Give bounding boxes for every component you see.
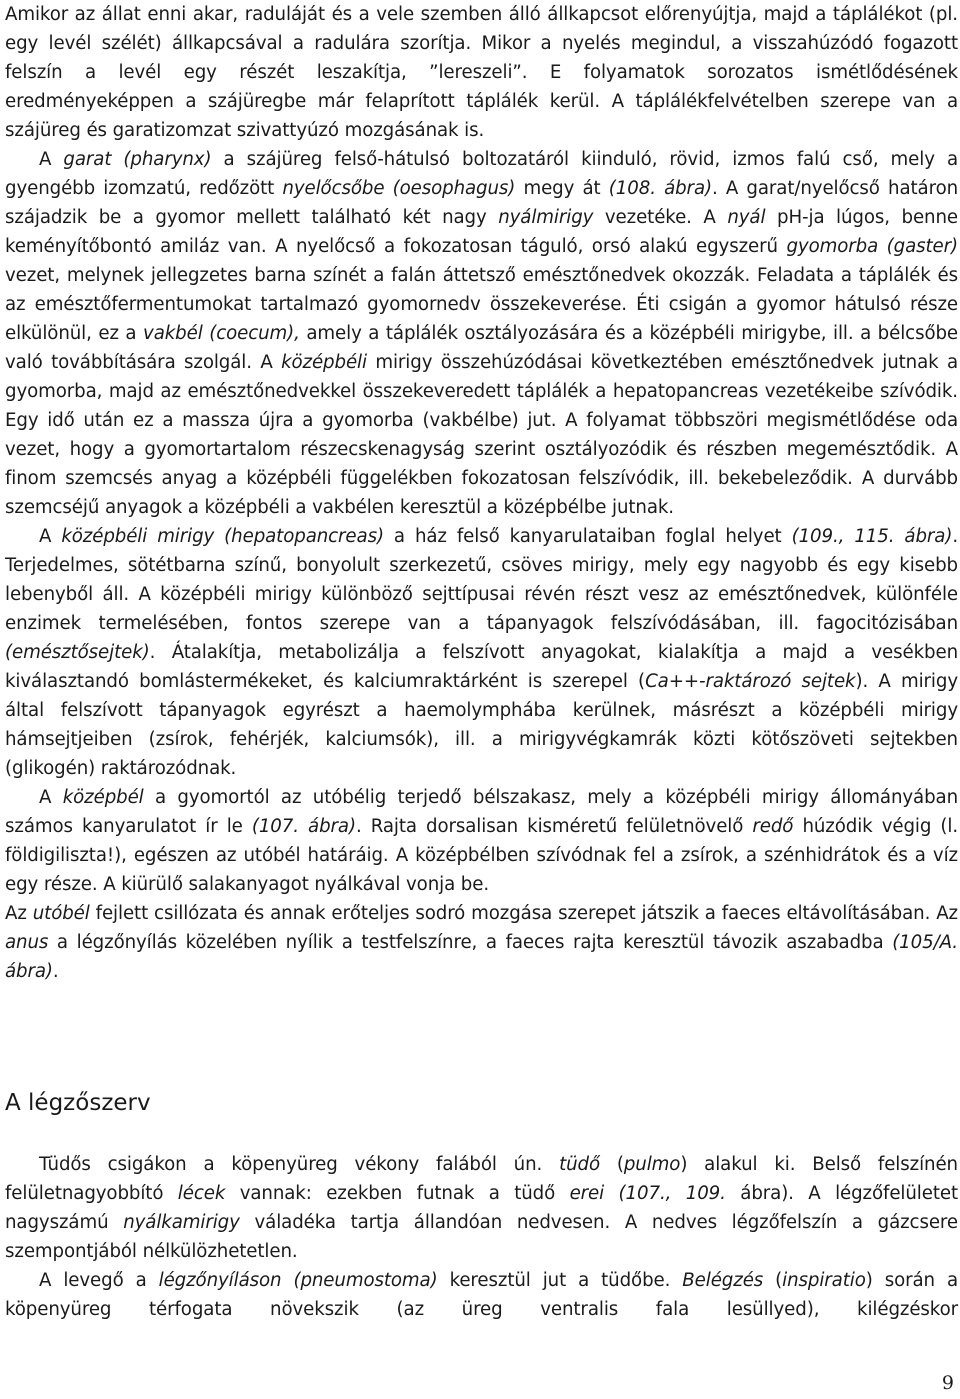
paragraph-feeding xyxy=(5,0,958,145)
text-run: váladéka tartja állandóan nedvesen. A nedves légzőfelszín a gázcsere szempontjából nélkülözhetetlen. xyxy=(5,1212,958,1262)
text-run: vezetéke. A xyxy=(593,207,728,228)
text-run: ábra). A légzőfelületet nagyszámú xyxy=(5,1183,958,1233)
italic-term: középbél xyxy=(62,787,144,808)
text-run: húzódik végig (l. földigiliszta!), egészen az utóbél határáig. A középbélben szívódnak fel a zsírok, a szénhidrátok és a víz egy része. A kiürülő salakanyagot nyálkával vonja be. xyxy=(5,816,959,895)
text-run: . Rajta dorsalisan kisméretű felületnövelő xyxy=(355,816,753,837)
text-run: a ház felső kanyarulataiban foglal helyet xyxy=(383,526,792,547)
text-run: . Átalakítja, metabolizálja a felszívott anyagokat, kialakítja a majd a vesékben kiválasztandó bomlástermékeket, és kalciumraktárként is szerepel ( xyxy=(5,642,958,692)
text-run: . Terjedelmes, sötétbarna színű, bonyolult szerkezetű, csöves mirigy, mely egy nagyobb és egy kisebb lebenyből áll. A középbéli mirigy különböző sejttípusai révén részt vesz az emésztőnedvek, különféle enzimek termelésében, fontos szerepe van a tápanyagok felszívódásában, ill. fagocitózisában xyxy=(5,526,959,634)
text-run: pH-ja lúgos, benne keményítőbontó amiláz van. A nyelőcső a fokozatosan táguló, orsó alakú egyszerű xyxy=(5,207,959,257)
paragraph-hindgut xyxy=(5,899,958,986)
italic-term: légzőnyíláson (pneumostoma) xyxy=(158,1270,438,1291)
text-run: vannak: ezekben futnak a tüdő xyxy=(225,1183,570,1204)
italic-term: vakbél (coecum), xyxy=(143,323,300,344)
italic-term: redő xyxy=(752,816,794,837)
italic-term: nyelőcsőbe (oesophagus) xyxy=(282,178,516,199)
text-run: amely a táplálék osztályozására és a középbéli mirigybe, ill. a bélcsőbe való továbbítására szolgál. A xyxy=(5,323,959,373)
text-run: ) alakul ki. Belső felszínén felületnagyobbító xyxy=(5,1154,958,1204)
text-run: ( xyxy=(763,1270,783,1291)
text-run: a szájüreg felső-hátulsó boltozatáról kiinduló, rövid, izmos falú cső, mely a gyengébb izomzatú, redőzött xyxy=(5,149,958,199)
text-run: keresztül jut a tüdőbe. xyxy=(437,1270,683,1291)
italic-term: (105/A. ábra) xyxy=(5,932,958,982)
italic-term: középbéli xyxy=(281,352,367,373)
section-heading: A légzőszerv xyxy=(5,1090,151,1116)
italic-term: tüdő xyxy=(559,1154,600,1175)
italic-term: (107. ábra) xyxy=(251,816,356,837)
text-run: A xyxy=(39,526,62,547)
text-run: Amikor az állat enni akar, raduláját és a vele szemben álló állkapcsot előrenyújtja, majd a táplálékot (pl. egy levél szélét) állkapcsával a radulára szorítja. Mikor a nyelés megindul, a visszahúzódó fogazott felszín a levél egy részét leszakítja, ”lereszeli”. E folyamatok sorozatos ismétlődésének eredményeképpen a szájüregbe már felaprított táplálék kerül. A táplálékfelvételben szerepe van a szájüreg és garatizomzat szivattyúzó mozgásának is. xyxy=(5,4,958,141)
italic-term: (109., 115. ábra) xyxy=(791,526,953,547)
italic-term: lécek xyxy=(177,1183,226,1204)
italic-term: erei (107., 109. xyxy=(569,1183,726,1204)
italic-term: középbéli mirigy (hepatopancreas) xyxy=(61,526,384,547)
italic-term: anus xyxy=(5,932,49,953)
italic-term: utóbél xyxy=(32,903,90,924)
text-run: Tüdős csigákon a köpenyüreg vékony falából ún. xyxy=(39,1154,560,1175)
paragraph-midgut xyxy=(5,783,958,899)
text-run: vezet, melynek jellegzetes barna színét a falán áttetsző emésztőnedvek okozzák. Feladata a táplálék és az emésztőfermentumokat tartalmazó gyomornedv összekeverése. Éti csigán a gyomor hátulsó része elkülönül, ez a xyxy=(5,265,958,344)
italic-term: nyálmirigy xyxy=(498,207,594,228)
text-run: fejlett csillózata és annak erőteljes sodró mozgása szerepet játszik a faeces eltávolításában. Az xyxy=(89,903,958,924)
text-run: a gyomortól az utóbélig terjedő bélszakasz, mely a középbéli mirigy állományában számos kanyarulatot ír le xyxy=(5,787,958,837)
document-body xyxy=(5,0,958,986)
text-run: ). A mirigy által felszívott tápanyagok egyrészt a haemolymphába kerülnek, másrészt a középbéli mirigy hámsejtjeiben (zsírok, fehérjék, kalciumsók), ill. a mirigyvégkamrák közti kötőszöveti sejtekben (glikogén) raktározódnak. xyxy=(5,671,958,779)
italic-term: pulmo xyxy=(623,1154,681,1175)
text-run: A xyxy=(39,149,64,170)
italic-term: (108. ábra) xyxy=(608,178,712,199)
paragraph-breathing xyxy=(5,1266,958,1324)
text-run: ) során a köpenyüreg térfogata növekszik (az üreg ventralis fala lesüllyed), kilégzéskor xyxy=(5,1270,959,1320)
italic-term: garat (pharynx) xyxy=(63,149,212,170)
paragraph-lung xyxy=(5,1150,958,1266)
italic-term: Ca++-raktározó sejtek xyxy=(645,671,856,692)
respiratory-section-body xyxy=(5,1150,958,1324)
text-run: . A garat/nyelőcső határon szájadzik be a gyomor mellett található két nagy xyxy=(5,178,959,228)
text-run: a légzőnyílás közelében nyílik a testfelszínre, a faeces rajta keresztül távozik aszabadba xyxy=(48,932,893,953)
text-run: megy át xyxy=(515,178,609,199)
italic-term: gyomorba (gaster) xyxy=(786,236,959,257)
text-run: Az xyxy=(5,903,33,924)
text-run: . xyxy=(52,961,59,982)
text-run: ( xyxy=(600,1154,624,1175)
text-run: A xyxy=(39,787,63,808)
italic-term: nyál xyxy=(727,207,766,228)
italic-term: inspiratio xyxy=(782,1270,866,1291)
text-run: mirigy összehúzódásai következtében emésztőnedvek jutnak a gyomorba, majd az emésztőnedvekkel összekeveredett táplálék a hepatopancreas vezetékeibe szívódik. Egy idő után ez a massza újra a gyomorba (vakbélbe) jut. A folyamat többszöri megismétlődése oda vezet, hogy a gyomortartalom részecskenagyság szerint osztályozódik és részben megemésztődik. A finom szemcsés anyag a középbéli függelékben fokozatosan felszívódik, ill. bekebeleződik. A durvább szemcséjű anyagok a középbéli a vakbélen keresztül a középbélbe jutnak. xyxy=(5,352,958,518)
italic-term: nyálkamirigy xyxy=(123,1212,240,1233)
paragraph-hepatopancreas xyxy=(5,522,958,783)
italic-term: (emésztősejtek) xyxy=(5,642,150,663)
paragraph-pharynx xyxy=(5,145,958,522)
italic-term: Belégzés xyxy=(682,1270,764,1291)
text-run: A levegő a xyxy=(39,1270,159,1291)
page-number: 9 xyxy=(941,1372,954,1394)
